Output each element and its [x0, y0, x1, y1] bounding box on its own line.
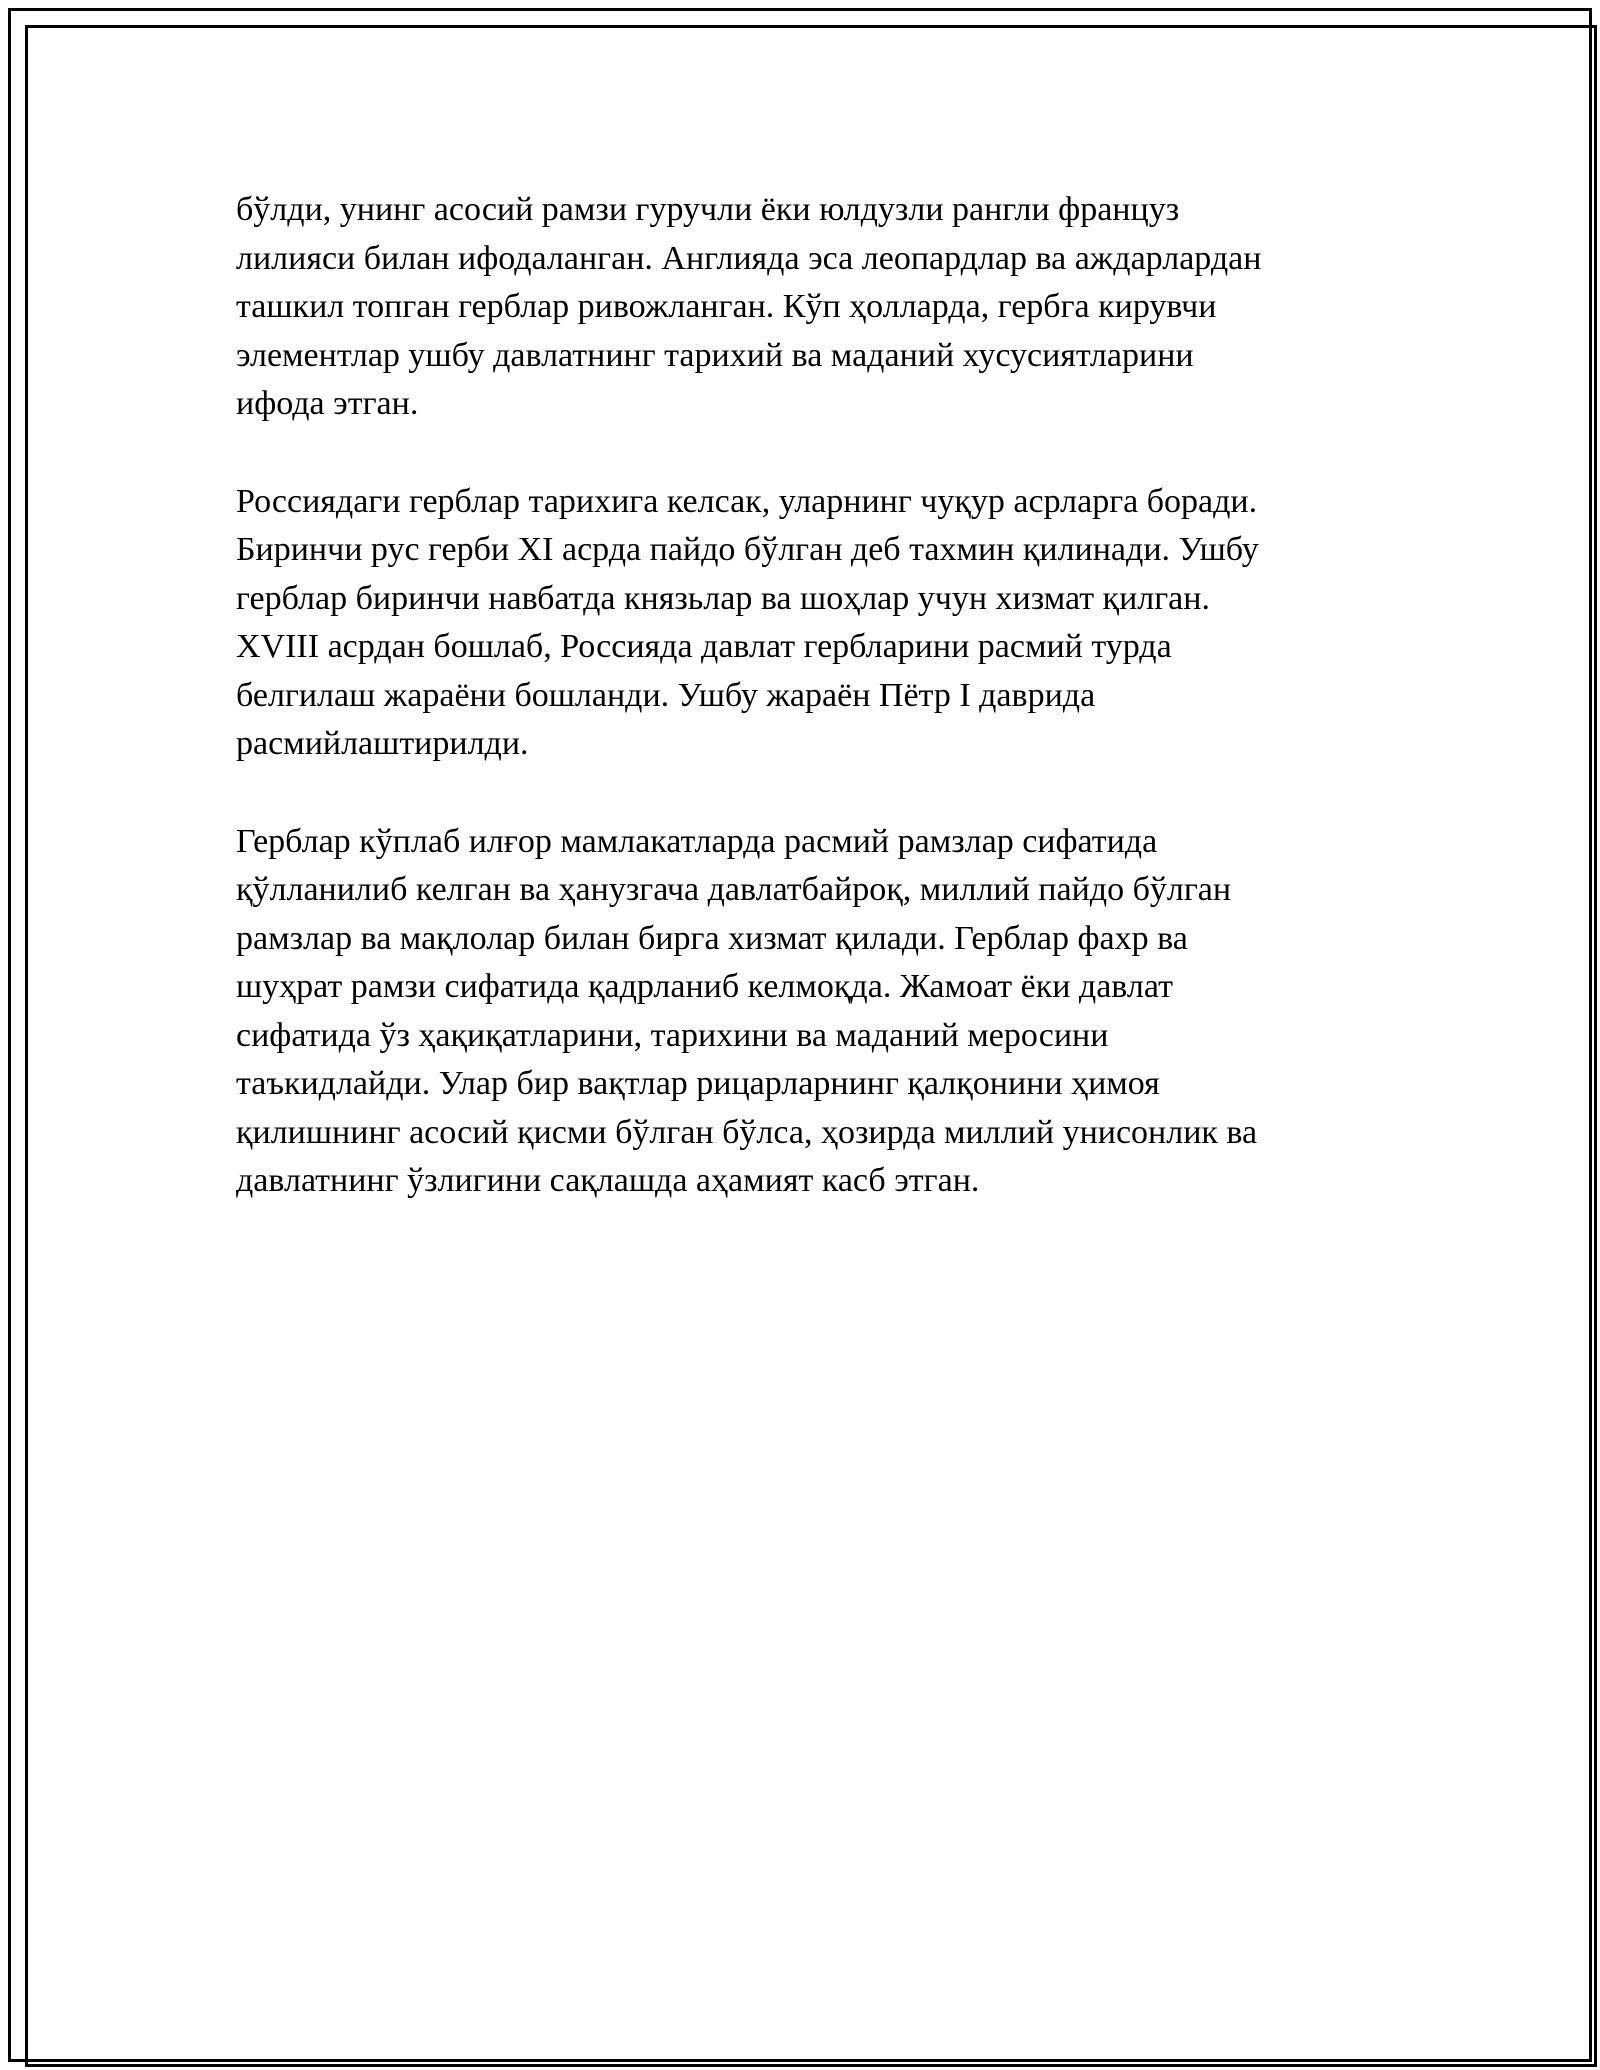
- text-line: шуҳрат рамзи сифатида қадрланиб келмоқда. Жамоат ёки давлат: [236, 968, 1173, 1005]
- text-line: Биринчи рус герби XI асрда пайдо бўлган деб тахмин қилинади. Ушбу: [236, 531, 1259, 568]
- text-line: герблар биринчи навбатда князьлар ва шоҳлар учун хизмат қилган.: [236, 579, 1210, 617]
- text-line: таъкидлайди. Улар бир вақтлар рицарларнинг қалқонини ҳимоя: [236, 1065, 1160, 1102]
- text-line: қилишнинг асосий қисми бўлган бўлса, ҳозирда миллий унисонлик ва: [236, 1113, 1258, 1151]
- text-line: белгилаш жараёни бошланди. Ушбу жараён Пётр I даврида: [236, 676, 1096, 714]
- text-line: лилияси билан ифодаланган. Англияда эса леопардлар ва аждарлардан: [236, 239, 1262, 277]
- text-line: XVIII асрдан бошлаб, Россияда давлат гербларини расмий турда: [236, 628, 1172, 665]
- text-line: расмийлаштирилди.: [236, 725, 529, 762]
- paragraph-3: [236, 818, 1386, 1206]
- text-line: Герблар кўплаб илғор мамлакатларда расмий рамзлар сифатида: [236, 822, 1158, 860]
- text-line: ифода этган.: [236, 385, 419, 422]
- text-line: рамзлар ва мақлолар билан бирга хизмат қилади. Герблар фахр ва: [236, 919, 1188, 957]
- text-line: элементлар ушбу давлатнинг тарихий ва маданий хусусиятларини: [236, 336, 1194, 374]
- text-line: ташкил топган герблар ривожланган. Кўп ҳолларда, гербга кирувчи: [236, 288, 1217, 325]
- paragraph-1: [236, 186, 1386, 429]
- text-line: сифатида ўз ҳақиқатларини, тарихини ва маданий меросини: [236, 1016, 1109, 1054]
- text-line: Россиядаги герблар тарихига келсак, уларнинг чуқур асрларга боради.: [236, 482, 1258, 520]
- text-line: давлатнинг ўзлигини сақлашда аҳамият касб этган.: [236, 1162, 980, 1199]
- text-line: бўлди, унинг асосий рамзи гуручли ёки юлдузли рангли француз: [236, 191, 1180, 228]
- text-line: қўлланилиб келган ва ҳанузгача давлатбайроқ, миллий пайдо бўлган: [236, 871, 1232, 908]
- paragraph-2: [236, 478, 1386, 769]
- document-body: [236, 186, 1386, 1255]
